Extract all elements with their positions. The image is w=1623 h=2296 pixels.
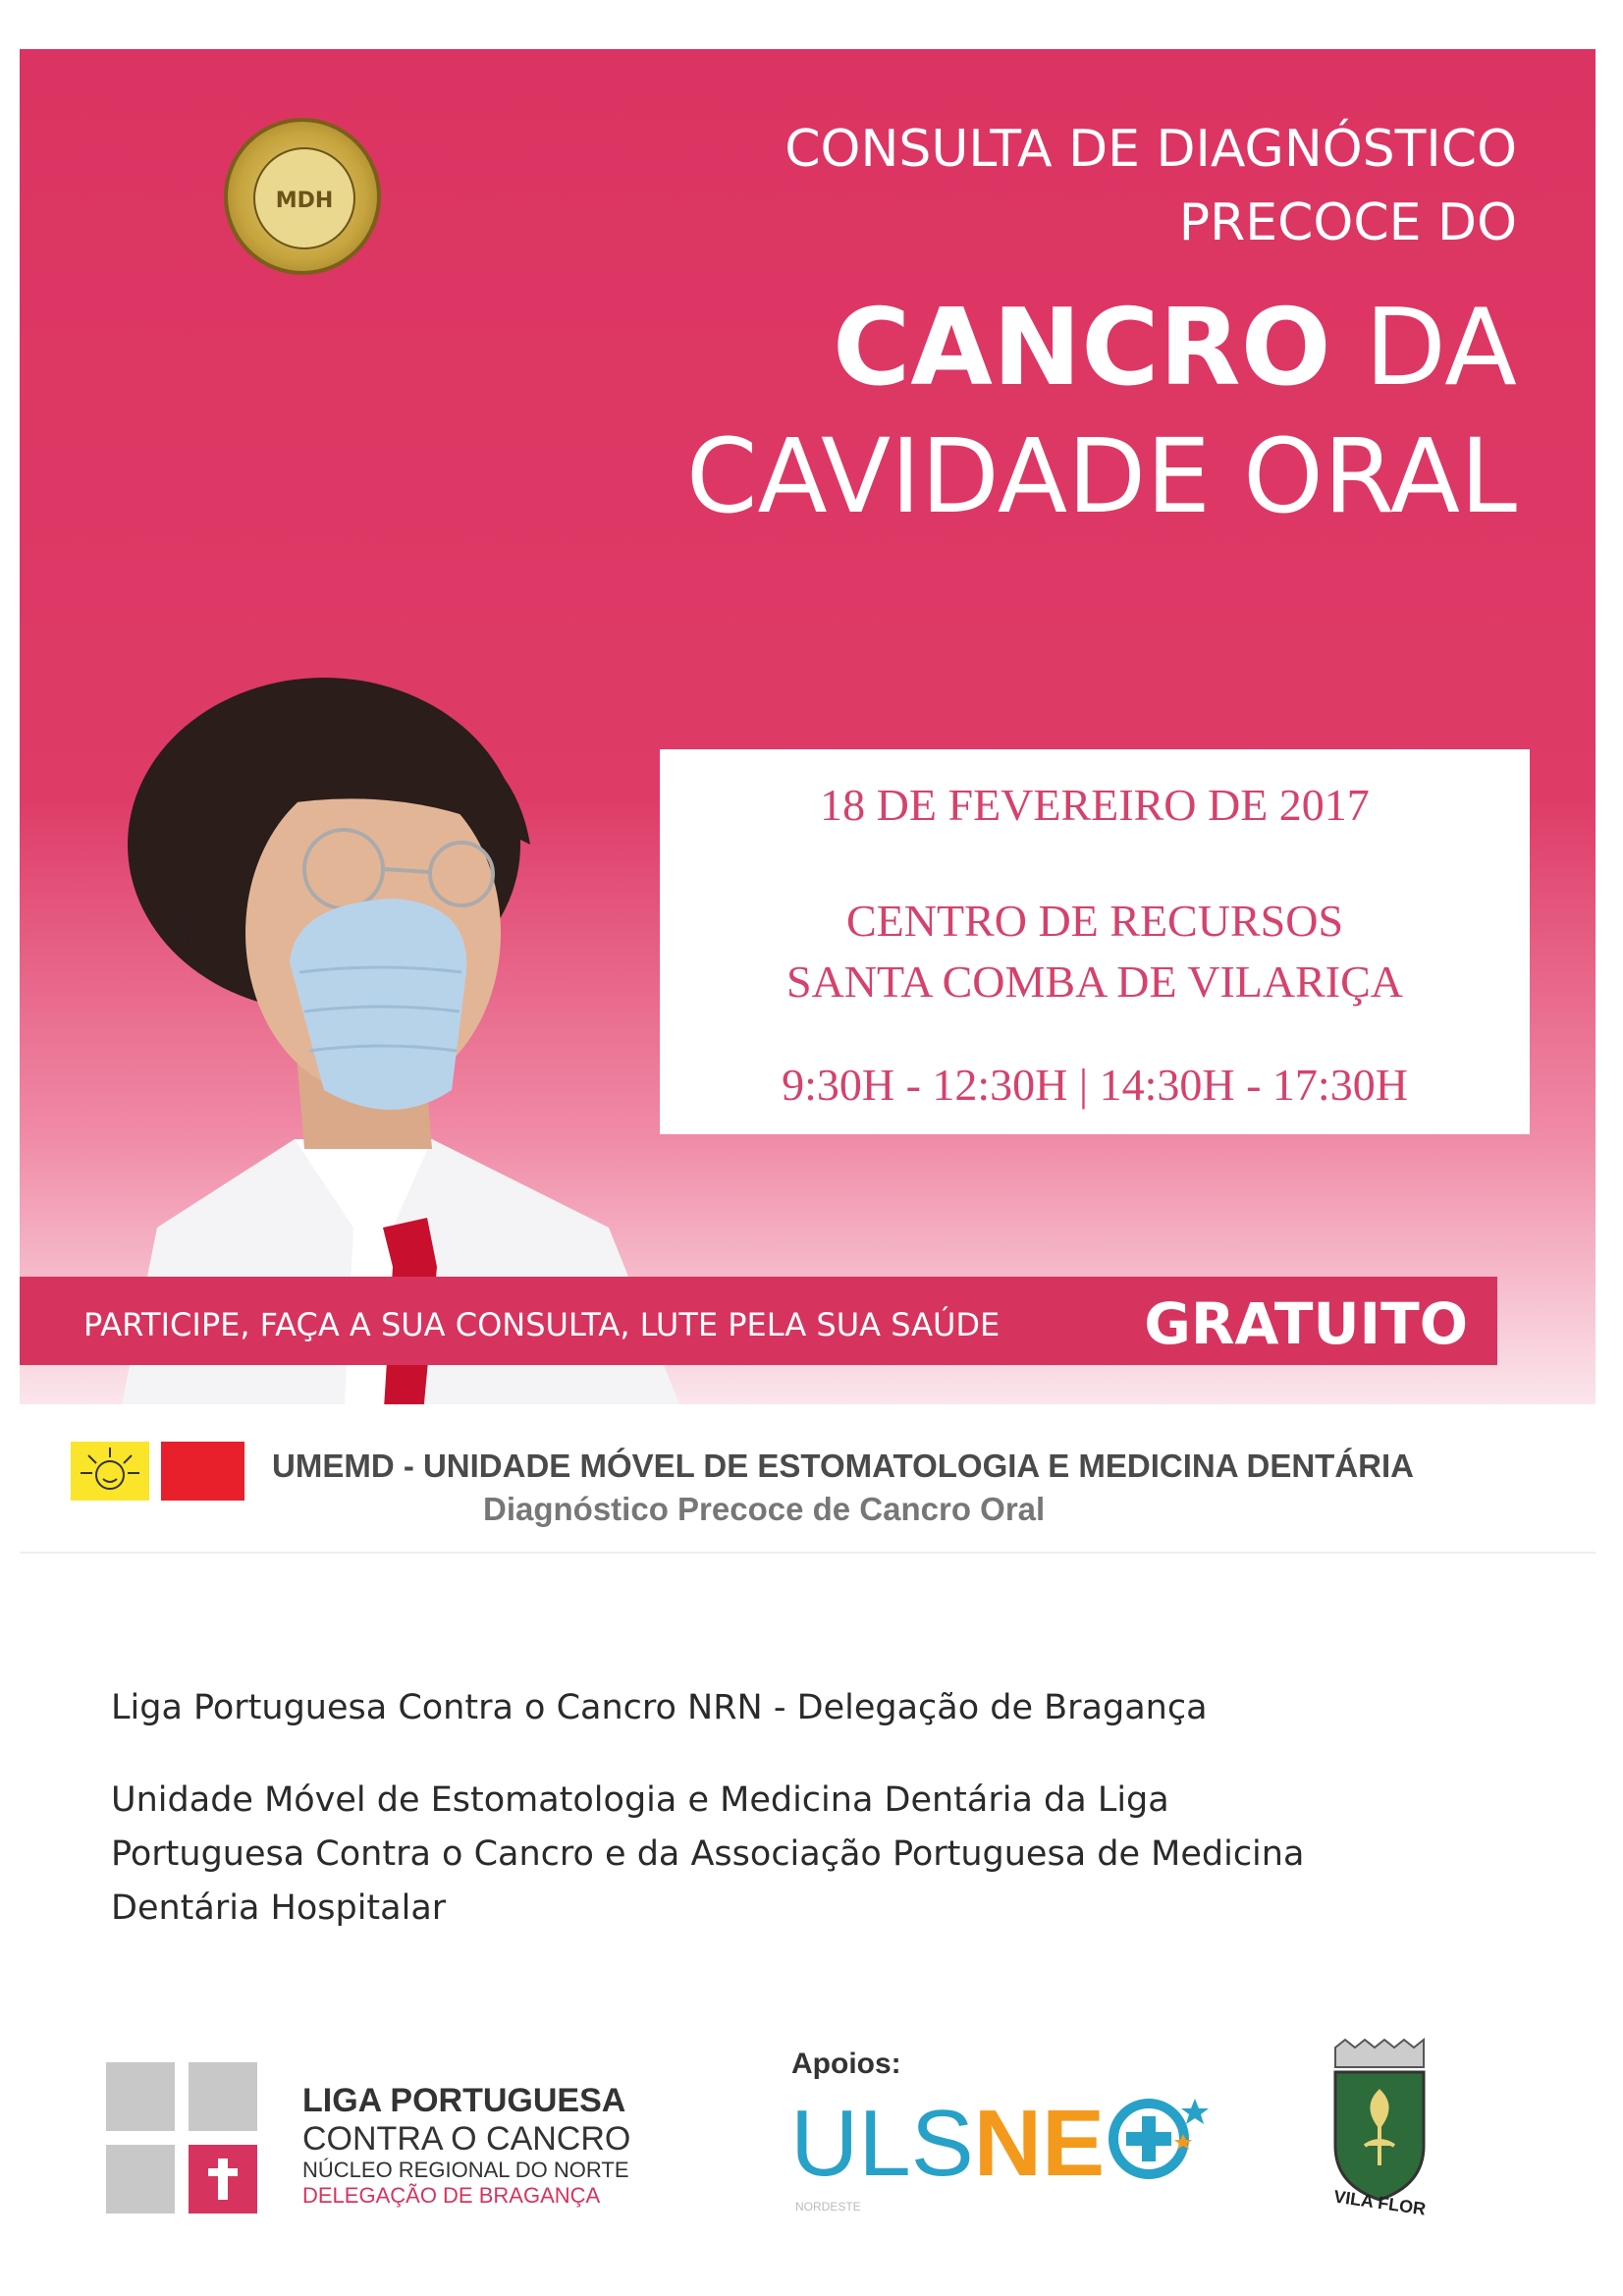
free-label: GRATUITO <box>1144 1290 1468 1357</box>
event-date: 18 DE FEVEREIRO DE 2017 <box>820 780 1370 830</box>
lpcc-line-4: DELEGAÇÃO DE BRAGANÇA <box>302 2183 601 2208</box>
subtitle-line-1: CONSULTA DE DIAGNÓSTICO <box>784 120 1517 179</box>
lpcc-line-1: LIGA PORTUGUESA <box>302 2082 626 2119</box>
paragraph-unidade <box>111 1774 1304 1936</box>
red-square-logo <box>161 1442 244 1501</box>
seal-text: MDH <box>275 189 334 213</box>
vila-flor-label: VILA FLOR <box>1332 2186 1428 2219</box>
apoios-label: Apoios: <box>791 2048 901 2080</box>
logo-cross-square <box>189 2145 257 2214</box>
amdh-seal-logo <box>224 118 381 275</box>
ulsne-uls: ULS <box>790 2091 974 2196</box>
event-place-line-2: SANTA COMBA DE VILARIÇA <box>785 957 1404 1007</box>
slogan-text: PARTICIPE, FAÇA A SUA CONSULTA, LUTE PELA SUA SAÚDE <box>83 1306 1001 1343</box>
poster-banner <box>20 49 1596 1404</box>
subtitle-line-2: PRECOCE DO <box>1178 193 1517 252</box>
paragraph-line-2: Portuguesa Contra o Cancro e da Associação Portuguesa de Medicina <box>111 1834 1305 1874</box>
logo-square <box>189 2062 257 2131</box>
logo-square <box>106 2062 175 2131</box>
paragraph-line-3: Dentária Hospitalar <box>111 1888 447 1928</box>
title-word-da: DA <box>1330 287 1517 410</box>
ulsne-subtitle: NORDESTE <box>795 2200 861 2214</box>
logo-square <box>106 2145 175 2214</box>
lpcc-line-2: CONTRA O CANCRO <box>302 2120 631 2158</box>
smiling-sun-icon <box>71 1442 149 1501</box>
umemd-title: UMEMD - UNIDADE MÓVEL DE ESTOMATOLOGIA E MEDICINA DENTÁRIA <box>272 1448 1414 1484</box>
event-hours: 9:30H - 12:30H | 14:30H - 17:30H <box>782 1060 1408 1110</box>
ulsne-logo <box>790 2090 1213 2198</box>
event-place-line-1: CENTRO DE RECURSOS <box>845 896 1344 946</box>
event-info-box <box>660 749 1530 1134</box>
poster-title <box>686 285 1517 540</box>
poster-subtitle <box>784 113 1517 260</box>
paragraph-line-1: Unidade Móvel de Estomatologia e Medicina Dentária da Liga <box>111 1780 1169 1820</box>
slogan-bar <box>20 1277 1497 1365</box>
title-line-2: CAVIDADE ORAL <box>685 416 1517 536</box>
ulsne-ne: NE <box>973 2091 1106 2196</box>
umemd-subtitle: Diagnóstico Precoce de Cancro Oral <box>483 1491 1046 1527</box>
lpcc-line-3: NÚCLEO REGIONAL DO NORTE <box>302 2158 629 2182</box>
paragraph-lpcc: Liga Portuguesa Contra o Cancro NRN - Delegação de Bragança <box>111 1688 1208 1727</box>
ulsne-cross-icon <box>1105 2095 1213 2183</box>
section-divider <box>20 1552 1596 1554</box>
title-bold-word: CANCRO <box>833 287 1331 410</box>
